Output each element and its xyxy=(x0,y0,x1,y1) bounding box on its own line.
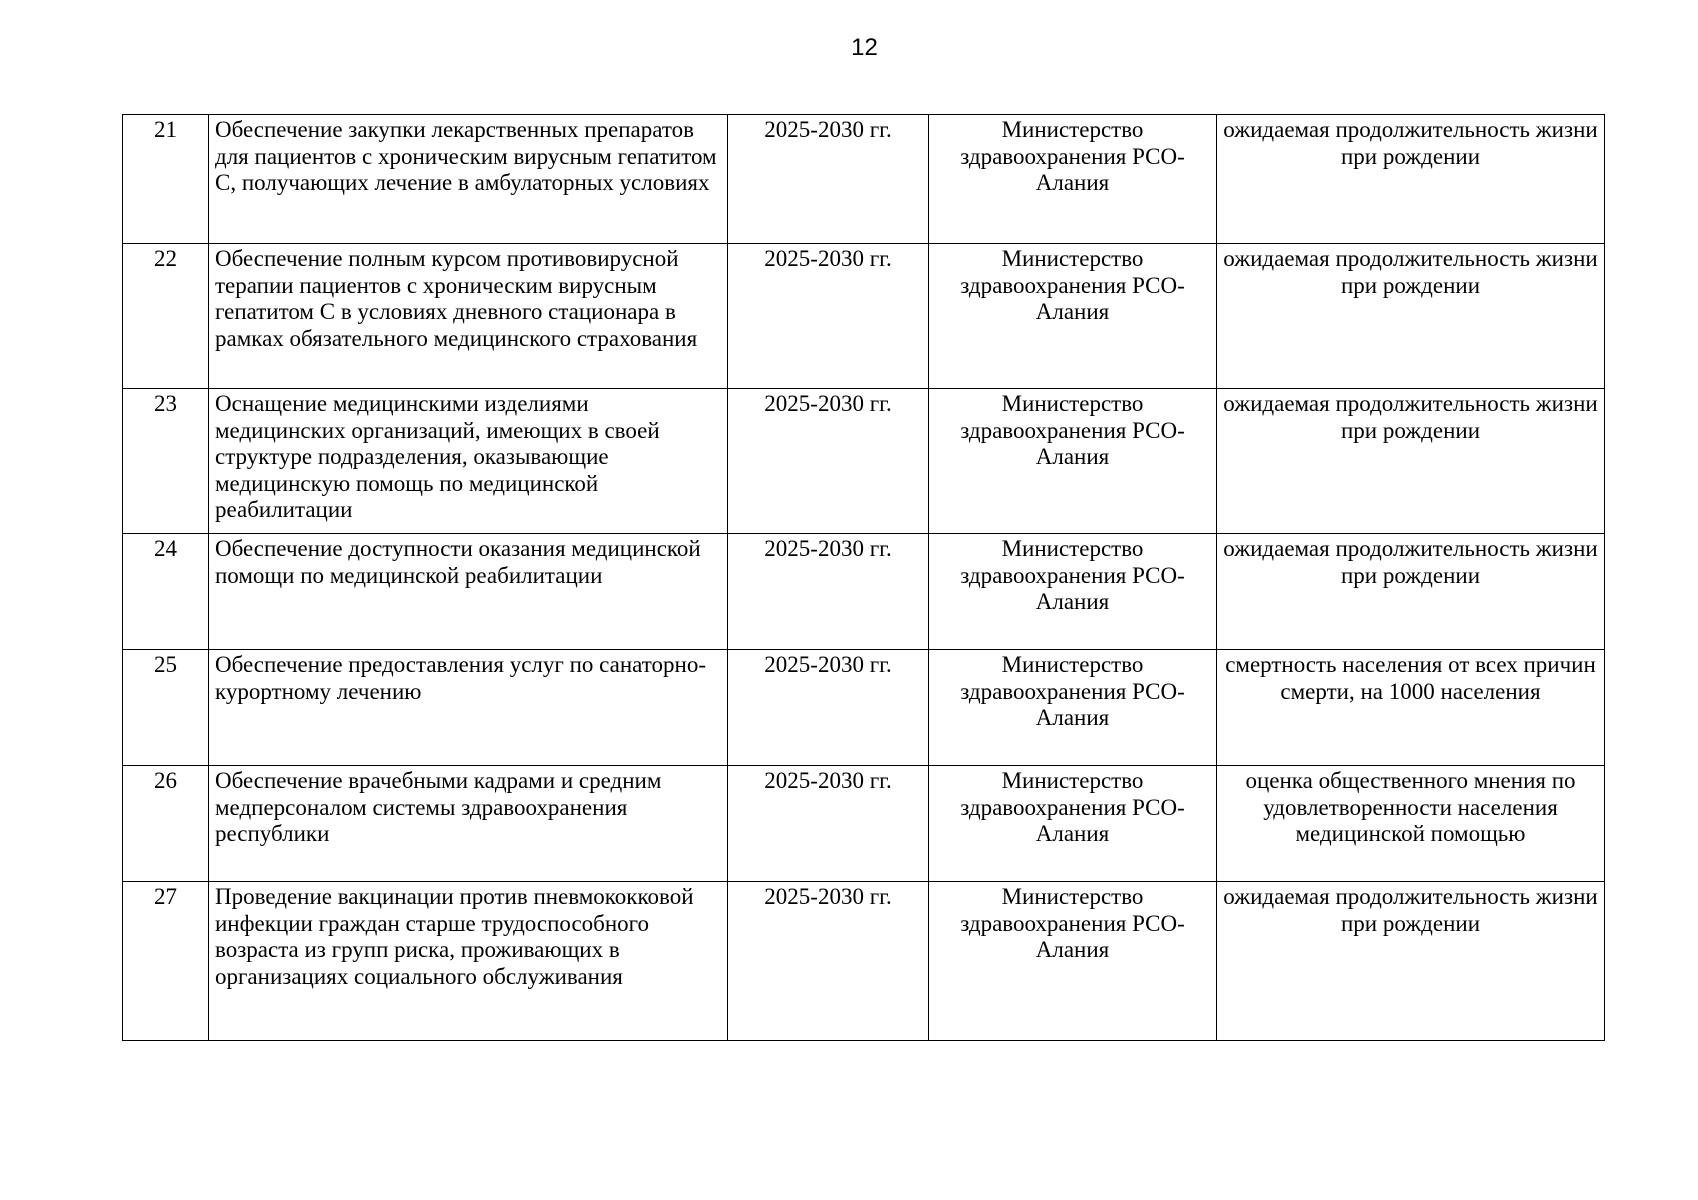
implementation-period: 2025-2030 гг. xyxy=(728,882,929,1041)
implementation-period: 2025-2030 гг. xyxy=(728,766,929,882)
responsible-executor: Министерство здравоохранения РСО-Алания xyxy=(929,882,1217,1041)
page-number: 12 xyxy=(851,34,878,61)
responsible-executor: Министерство здравоохранения РСО-Алания xyxy=(929,389,1217,534)
target-indicator: оценка общественного мнения по удовлетворенности населения медицинской помощью xyxy=(1217,766,1605,882)
measure-description: Обеспечение доступности оказания медицинской помощи по медицинской реабилитации xyxy=(209,534,728,650)
table-row xyxy=(123,766,1605,882)
responsible-executor: Министерство здравоохранения РСО-Алания xyxy=(929,115,1217,244)
implementation-period: 2025-2030 гг. xyxy=(728,534,929,650)
target-indicator: ожидаемая продолжительность жизни при рождении xyxy=(1217,389,1605,534)
implementation-period: 2025-2030 гг. xyxy=(728,650,929,766)
measure-description: Проведение вакцинации против пневмококковой инфекции граждан старше трудоспособного возраста из групп риска, проживающих в организациях социального обслуживания xyxy=(209,882,728,1041)
row-number: 26 xyxy=(123,766,209,882)
target-indicator: смертность населения от всех причин смерти, на 1000 населения xyxy=(1217,650,1605,766)
row-number: 27 xyxy=(123,882,209,1041)
row-number: 22 xyxy=(123,244,209,389)
row-number: 23 xyxy=(123,389,209,534)
implementation-period: 2025-2030 гг. xyxy=(728,244,929,389)
responsible-executor: Министерство здравоохранения РСО-Алания xyxy=(929,244,1217,389)
measure-description: Обеспечение предоставления услуг по санаторно-курортному лечению xyxy=(209,650,728,766)
row-number: 21 xyxy=(123,115,209,244)
table-row xyxy=(123,244,1605,389)
responsible-executor: Министерство здравоохранения РСО-Алания xyxy=(929,534,1217,650)
implementation-period: 2025-2030 гг. xyxy=(728,389,929,534)
table-row xyxy=(123,650,1605,766)
target-indicator: ожидаемая продолжительность жизни при рождении xyxy=(1217,244,1605,389)
implementation-period: 2025-2030 гг. xyxy=(728,115,929,244)
table-row xyxy=(123,534,1605,650)
table-row xyxy=(123,389,1605,534)
measure-description: Оснащение медицинскими изделиями медицинских организаций, имеющих в своей структуре подразделения, оказывающие медицинскую помощь по медицинской реабилитации xyxy=(209,389,728,534)
table-row xyxy=(123,115,1605,244)
responsible-executor: Министерство здравоохранения РСО-Алания xyxy=(929,766,1217,882)
measure-description: Обеспечение закупки лекарственных препаратов для пациентов с хроническим вирусным гепатитом С, получающих лечение в амбулаторных условиях xyxy=(209,115,728,244)
target-indicator: ожидаемая продолжительность жизни при рождении xyxy=(1217,882,1605,1041)
row-number: 25 xyxy=(123,650,209,766)
target-indicator: ожидаемая продолжительность жизни при рождении xyxy=(1217,534,1605,650)
measure-description: Обеспечение врачебными кадрами и средним медперсоналом системы здравоохранения республики xyxy=(209,766,728,882)
measures-table xyxy=(122,114,1605,1041)
responsible-executor: Министерство здравоохранения РСО-Алания xyxy=(929,650,1217,766)
target-indicator: ожидаемая продолжительность жизни при рождении xyxy=(1217,115,1605,244)
measure-description: Обеспечение полным курсом противовирусной терапии пациентов с хроническим вирусным гепатитом С в условиях дневного стационара в рамках обязательного медицинского страхования xyxy=(209,244,728,389)
table-row xyxy=(123,882,1605,1041)
row-number: 24 xyxy=(123,534,209,650)
